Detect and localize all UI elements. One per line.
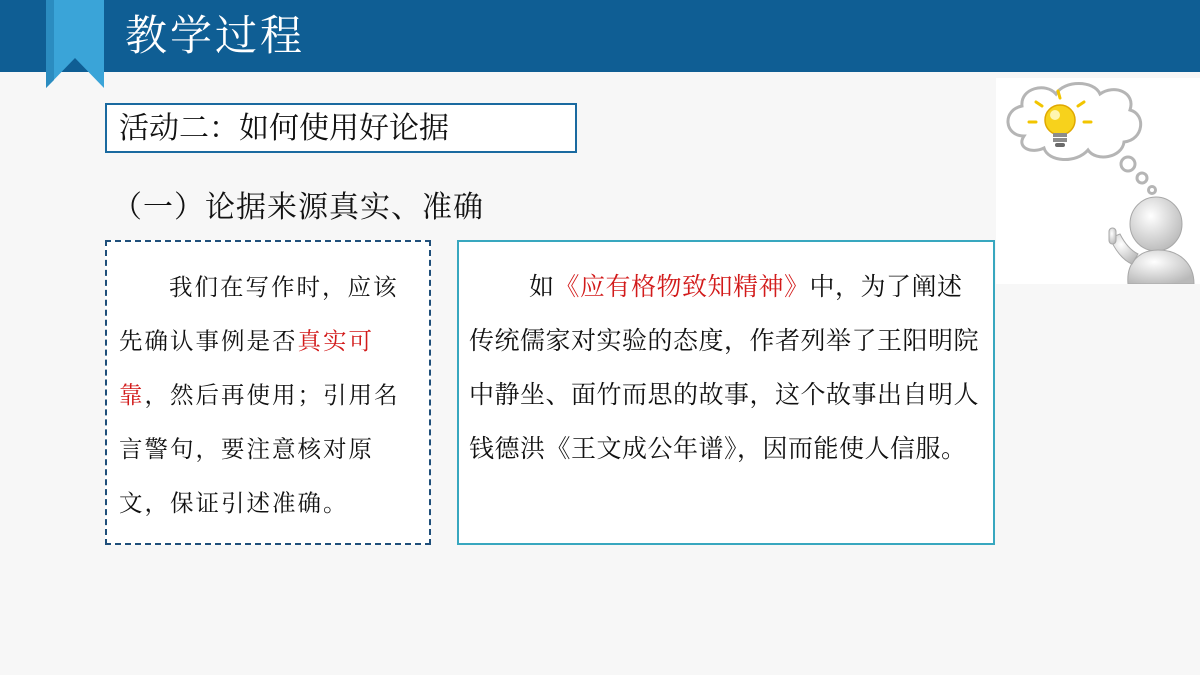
left-panel-text (119, 260, 419, 530)
section-heading: （一）论据来源真实、准确 (112, 190, 484, 225)
activity-title: 活动二：如何使用好论据 (119, 111, 449, 146)
thinking-person-lightbulb-icon (996, 78, 1200, 284)
activity-box (105, 103, 577, 153)
left-text-panel (105, 240, 431, 545)
right-text-after: 中，为了阐述传统儒家对实验的态度，作者列举了王阳明院中静坐、面竹而思的故事，这个故事出自明人钱德洪《王文成公年谱》，因而能使人信服。 (469, 272, 980, 463)
left-text-before: 我们在写作时，应该先确认事例是否 (119, 273, 399, 355)
right-text-panel (457, 240, 995, 545)
left-highlight: 真实可靠 (119, 327, 374, 409)
page-title: 教学过程 (125, 11, 306, 60)
left-text-after: ，然后再使用；引用名言警句，要注意核对原文，保证引述准确。 (119, 381, 400, 517)
right-text-before: 如 (529, 272, 555, 301)
right-highlight: 《应有格物致知精神》 (554, 272, 810, 301)
right-panel-text (469, 260, 984, 476)
